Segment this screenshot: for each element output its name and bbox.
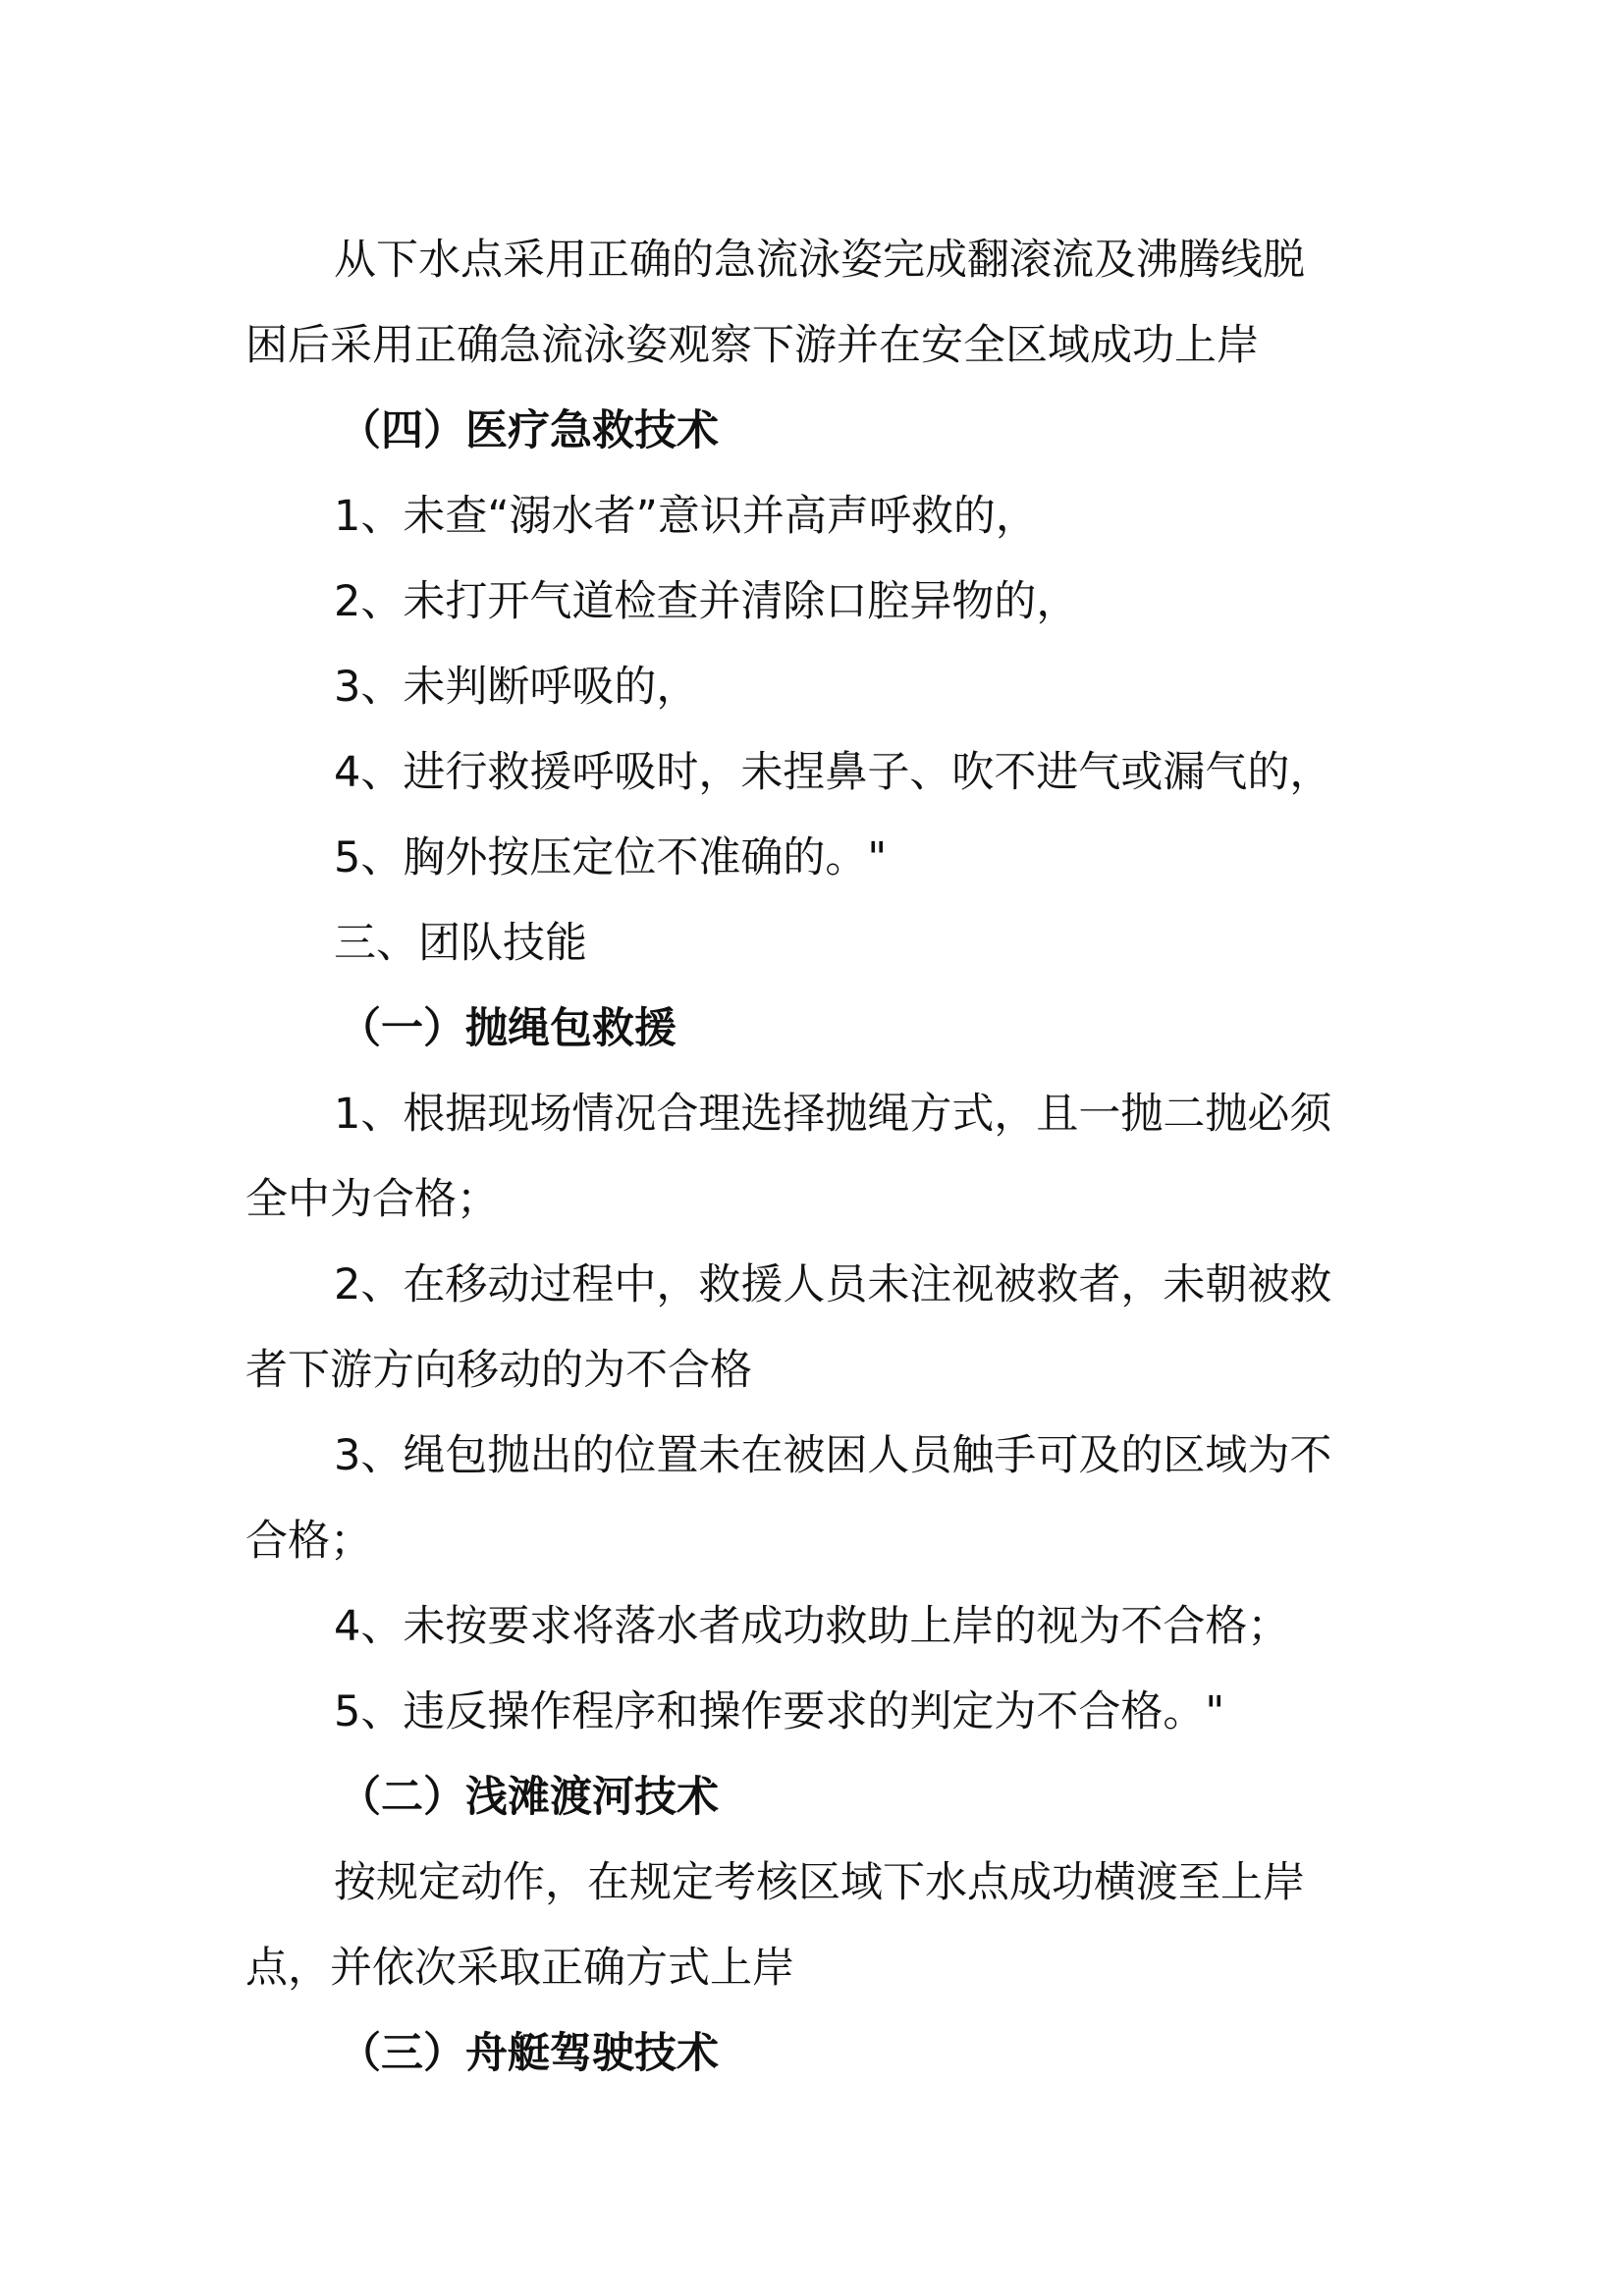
list-item: 2、未打开气道检查并清除口腔异物的， <box>334 577 1079 626</box>
section-heading-medical: （四）医疗急救技术 <box>339 406 719 455</box>
list-item: 5、违反操作程序和操作要求的判定为不合格。" <box>334 1687 1225 1736</box>
section-heading-shallow-crossing: （二）浅滩渡河技术 <box>339 1773 719 1822</box>
section-heading-throw-bag: （一）抛绳包救援 <box>339 1004 677 1053</box>
paragraph-line: 困后采用正确急流泳姿观察下游并在安全区域成功上岸 <box>245 321 1259 370</box>
paragraph-line: 按规定动作，在规定考核区域下水点成功横渡至上岸 <box>334 1858 1305 1907</box>
section-heading-boat-driving: （三）舟艇驾驶技术 <box>339 2029 719 2078</box>
list-item-continuation: 全中为合格； <box>245 1175 499 1224</box>
list-item: 3、绳包抛出的位置未在被困人员触手可及的区域为不 <box>334 1431 1332 1480</box>
document-body <box>245 218 1384 2097</box>
list-item-continuation: 者下游方向移动的为不合格 <box>245 1346 752 1395</box>
list-item: 1、未查“溺水者”意识并高声呼救的， <box>334 492 1038 541</box>
list-item: 3、未判断呼吸的， <box>334 663 699 712</box>
list-item: 2、在移动过程中，救援人员未注视被救者，未朝被救 <box>334 1260 1332 1309</box>
list-item: 4、进行救援呼吸时，未捏鼻子、吹不进气或漏气的， <box>334 748 1332 797</box>
list-item: 1、根据现场情况合理选择抛绳方式，且一抛二抛必须 <box>334 1090 1332 1139</box>
list-item: 4、未按要求将落水者成功救助上岸的视为不合格； <box>334 1602 1290 1651</box>
chapter-heading-team-skills: 三、团队技能 <box>334 919 587 968</box>
paragraph-line: 点，并依次采取正确方式上岸 <box>245 1944 794 1993</box>
paragraph-line: 从下水点采用正确的急流泳姿完成翻滚流及沸腾线脱 <box>334 236 1305 285</box>
list-item-continuation: 合格； <box>245 1517 372 1566</box>
list-item: 5、胸外按压定位不准确的。" <box>334 833 888 882</box>
